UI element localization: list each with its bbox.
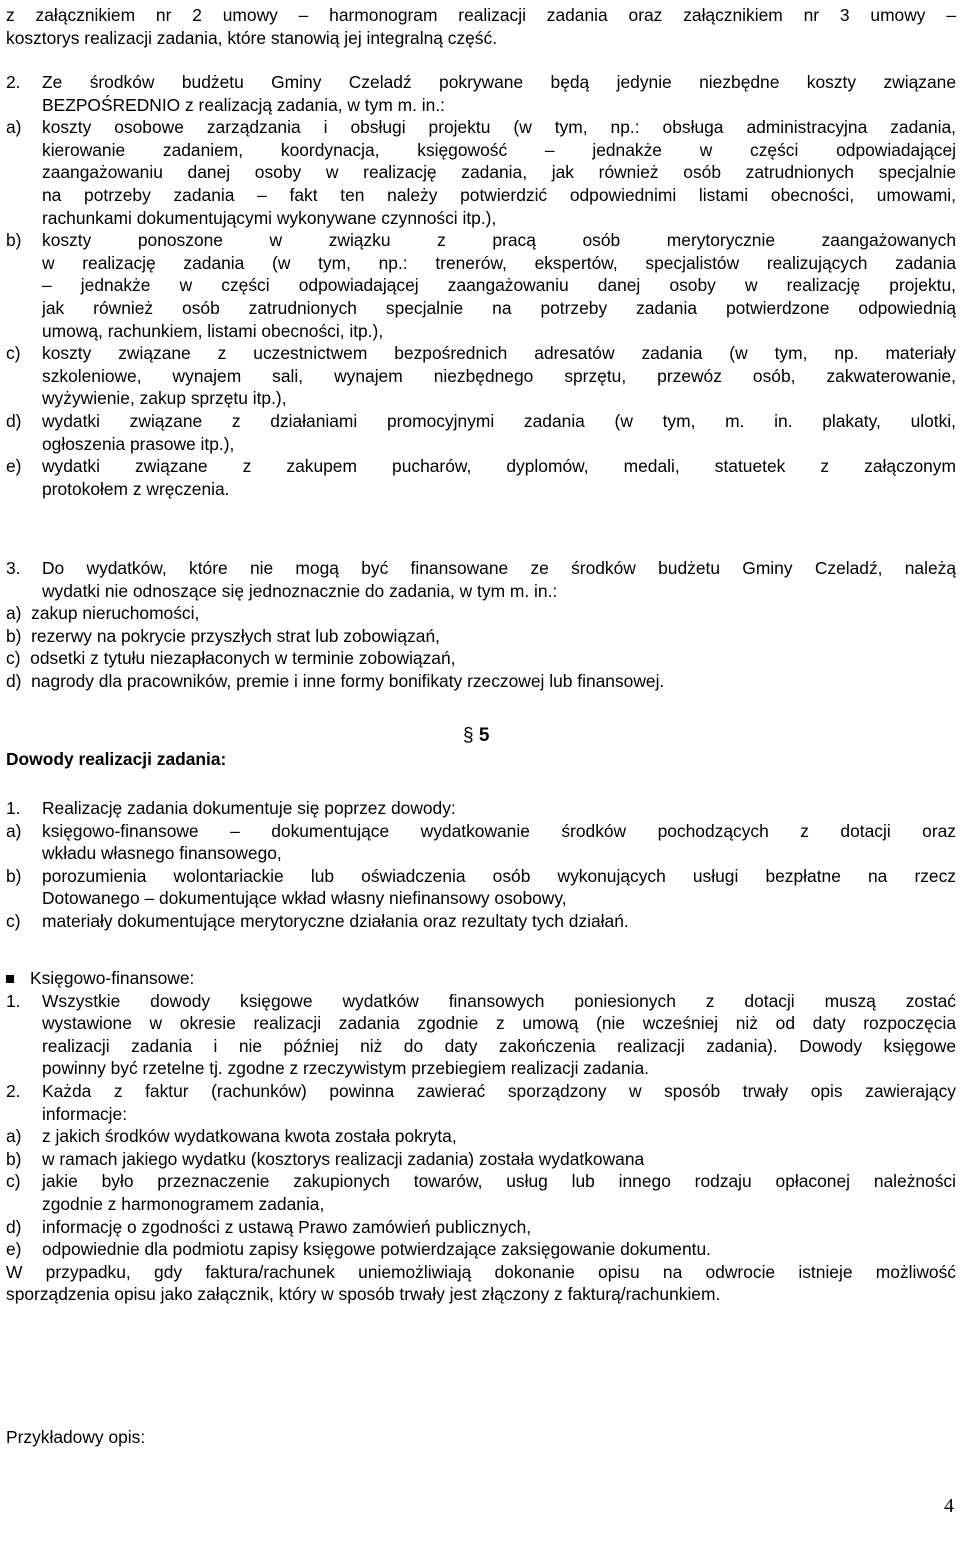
item-label: e) (6, 1239, 22, 1260)
paragraph-mark (463, 725, 489, 748)
section-number: 5 (478, 725, 490, 746)
item-line: kierowanie zadaniem, koordynacja, księgowość – jednakże w części odpowiadającej (42, 139, 956, 160)
item-line: koszty ponoszone w związku z pracą osób merytorycznie zaangażowanych (42, 230, 956, 251)
item-label: e) (6, 456, 22, 477)
item-line: rachunkami dokumentującymi wykonywane czynności itp.), (42, 207, 497, 228)
item-line: koszty osobowe zarządzania i obsługi projektu (w tym, np.: obsługa administracyjna zadania, (42, 117, 956, 138)
list-item (6, 820, 956, 865)
list-item (6, 342, 956, 410)
square-bullet-icon (6, 975, 14, 983)
subsection-title-text: Księgowo-finansowe: (30, 968, 195, 988)
item-line: w realizację zadania (w tym, np.: trenerów, ekspertów, specjalistów realizujących zadania (42, 252, 956, 273)
item-line: wydatki związane z działaniami promocyjnymi zadania (w tym, m. in. plakaty, ulotki, (42, 410, 956, 431)
item-line: informację o zgodności z ustawą Prawo zamówień publicznych, (42, 1216, 532, 1237)
list-item: c) odsetki z tytułu niezapłaconych w terminie zobowiązań, (6, 648, 456, 669)
list-item (6, 865, 956, 910)
closing-line: sporządzenia opisu jako załącznik, który w sposób trwały jest złączony z fakturą/rachunkiem. (6, 1284, 721, 1305)
list-item (6, 116, 956, 229)
item-line: z jakich środków wydatkowana kwota została pokryta, (42, 1126, 457, 1147)
list-item (6, 1216, 956, 1239)
intro-paragraph (6, 4, 956, 49)
item-label: c) (6, 1171, 21, 1192)
item-label: b) (6, 230, 22, 251)
item-line: materiały dokumentujące merytoryczne działania oraz rezultaty tych działań. (42, 910, 629, 931)
item-line: jak również osób zatrudnionych specjalnie na potrzeby zadania potwierdzone odpowiednią (42, 297, 956, 318)
list-item (6, 455, 956, 500)
point-number: 2. (6, 1080, 21, 1101)
item-line: księgowo-finansowe – dokumentujące wydatkowanie środków pochodzących z dotacji oraz (42, 820, 956, 841)
intro-line: kosztorys realizacji zadania, które stanowią jej integralną część. (6, 27, 498, 48)
item-line: wystawione w okresie realizacji zadania zgodnie z umową (nie wcześniej niż od daty rozpoczęcia (42, 1013, 956, 1034)
section-symbol: § (463, 725, 474, 746)
point-number: 1. (6, 798, 21, 818)
item-label: b) (6, 1148, 22, 1169)
item-label: d) (6, 1216, 22, 1237)
list-item: b) rezerwy na pokrycie przyszłych strat lub zobowiązań, (6, 625, 440, 646)
item-line: odpowiednie dla podmiotu zapisy księgowe potwierdzające zaksięgowanie dokumentu. (42, 1239, 711, 1260)
item-label: c) (6, 910, 21, 931)
item-line: wkładu własnego finansowego, (42, 843, 282, 864)
list-item (6, 1238, 956, 1261)
evidence-list (6, 797, 956, 933)
point-number: 2. (6, 72, 21, 92)
section-title: Dowody realizacji zadania: (6, 749, 227, 769)
accounting-section (6, 967, 956, 1306)
item-label: a) (6, 1126, 22, 1147)
list-item (6, 229, 956, 342)
item-line: informacje: (42, 1103, 128, 1124)
item-label: a) (6, 820, 22, 841)
item-line: na potrzeby zadania – fakt ten należy potwierdzić odpowiednimi listami obecności, umowami, (42, 184, 956, 205)
page-number: 4 (944, 1495, 954, 1517)
list-item: a) zakup nieruchomości, (6, 603, 200, 624)
item-line: Wszystkie dowody księgowe wydatków finansowych poniesionych z dotacji muszą zostać (42, 990, 956, 1011)
item-line: jakie było przeznaczenie zakupionych towarów, usług lub innego rodzaju opłaconej należności (42, 1171, 956, 1192)
list-item (6, 910, 956, 933)
point-number: 1. (6, 990, 21, 1011)
item-line: w ramach jakiego wydatku (kosztorys realizacji zadania) została wydatkowana (42, 1148, 645, 1169)
item-line: zgodnie z harmonogramem zadania, (42, 1193, 325, 1214)
point-line: Realizację zadania dokumentuje się poprzez dowody: (42, 798, 456, 818)
item-line: zaangażowaniu danej osoby w realizację zadania, jak również osób zatrudnionych specjalnie (42, 162, 956, 183)
item-line: Każda z faktur (rachunków) powinna zawierać sporządzony w sposób trwały opis zawierający (42, 1080, 956, 1101)
point-3 (6, 557, 956, 693)
item-line: szkoleniowe, wynajem sali, wynajem niezbędnego sprzętu, przewóz osób, zakwaterowanie, (42, 365, 956, 386)
item-line: Dotowanego – dokumentujące wkład własny niefinansowy osobowy, (42, 888, 567, 909)
closing-line: W przypadku, gdy faktura/rachunek uniemożliwiają dokonanie opisu na odwrocie istnieje możliwość (6, 1261, 956, 1282)
item-line: wyżywienie, zakup sprzętu itp.), (42, 388, 287, 409)
item-line: powinny być rzetelne tj. zgodne z rzeczywistym przebiegiem realizacji zadania. (42, 1058, 650, 1079)
list-item: d) nagrody dla pracowników, premie i inne formy bonifikaty rzeczowej lub finansowej. (6, 670, 665, 691)
item-label: b) (6, 865, 22, 886)
item-label: c) (6, 343, 21, 364)
item-label: a) (6, 117, 22, 138)
item-line: – jednakże w części odpowiadającej zaangażowaniu danej osoby w realizację projektu, (42, 275, 956, 296)
point-line: Do wydatków, które nie mogą być finansowane ze środków budżetu Gminy Czeladź, należą (42, 558, 956, 578)
item-line: koszty związane z uczestnictwem bezpośrednich adresatów zadania (w tym, np. materiały (42, 343, 956, 364)
item-line: ogłoszenia prasowe itp.), (42, 433, 235, 454)
list-item (6, 1080, 956, 1125)
item-line: umową, rachunkiem, listami obecności, itp.), (42, 320, 384, 341)
point-line: Ze środków budżetu Gminy Czeladź pokrywane będą jedynie niezbędne koszty związane (42, 72, 956, 92)
subsection-title (6, 967, 956, 990)
point-number: 3. (6, 558, 21, 578)
list-item (6, 1148, 956, 1171)
list-item (6, 990, 956, 1080)
item-line: wydatki związane z zakupem pucharów, dyplomów, medali, statuetek z załączonym (42, 456, 956, 477)
list-item (6, 1170, 956, 1215)
example-label: Przykładowy opis: (6, 1427, 146, 1447)
item-line: protokołem z wręczenia. (42, 478, 230, 499)
list-item (6, 410, 956, 455)
item-line: porozumienia wolontariackie lub oświadczenia osób wykonujących usługi bezpłatne na rzecz (42, 865, 956, 886)
item-line: realizacji zadania i nie później niż do daty zakończenia realizacji zadania). Dowody księgowe (42, 1035, 956, 1056)
point-line: wydatki nie odnoszące się jednoznacznie do zadania, w tym m. in.: (42, 580, 558, 601)
point-line: BEZPOŚREDNIO z realizacją zadania, w tym m. in.: (42, 94, 445, 115)
point-2 (6, 71, 956, 500)
list-item (6, 1125, 956, 1148)
intro-line: z załącznikiem nr 2 umowy – harmonogram realizacji zadania oraz załącznikiem nr 3 umowy – (6, 5, 956, 25)
item-label: d) (6, 410, 22, 431)
